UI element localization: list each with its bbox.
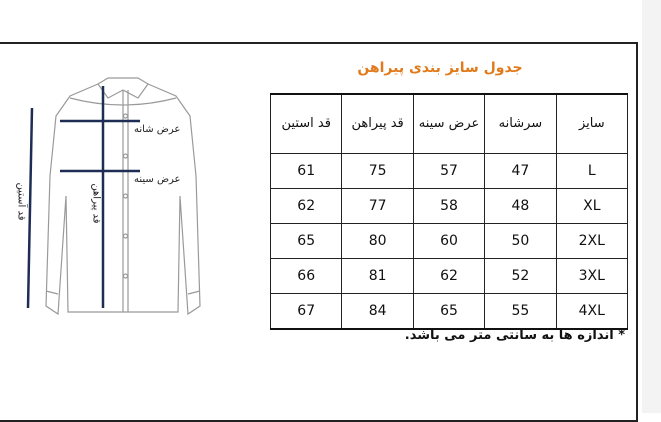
cell-chest: 60	[413, 224, 484, 259]
cell-length: 75	[342, 154, 413, 189]
cell-chest: 62	[413, 259, 484, 294]
cell-shoulder: 52	[485, 259, 556, 294]
cell-size: 3XL	[556, 259, 627, 294]
cell-sleeve: 66	[271, 259, 342, 294]
length-label: قد پیراهن	[90, 183, 102, 224]
table-row	[271, 224, 628, 259]
cell-chest: 57	[413, 154, 484, 189]
table-row	[271, 154, 628, 189]
cell-length: 84	[342, 294, 413, 330]
header-sleeve: قد استین	[271, 94, 342, 154]
cell-length: 77	[342, 189, 413, 224]
shoulder-label: عرض شانه	[134, 124, 181, 135]
chest-label: عرض سینه	[134, 174, 181, 185]
cell-size: L	[556, 154, 627, 189]
cell-sleeve: 67	[271, 294, 342, 330]
shirt-diagram	[10, 76, 245, 326]
cell-length: 81	[342, 259, 413, 294]
cell-size: XL	[556, 189, 627, 224]
table-row	[271, 294, 628, 330]
cell-chest: 58	[413, 189, 484, 224]
table-row	[271, 189, 628, 224]
cell-shoulder: 50	[485, 224, 556, 259]
cell-chest: 65	[413, 294, 484, 330]
header-shoulder: سرشانه	[485, 94, 556, 154]
header-length: قد پیراهن	[342, 94, 413, 154]
cell-shoulder: 47	[485, 154, 556, 189]
size-table	[270, 93, 628, 330]
header-chest: عرض سینه	[413, 94, 484, 154]
cell-sleeve: 61	[271, 154, 342, 189]
cell-sleeve: 65	[271, 224, 342, 259]
table-header-row	[271, 94, 628, 154]
chart-title: جدول سایز بندی پیراهن	[357, 60, 523, 76]
cell-size: 4XL	[556, 294, 627, 330]
table-row	[271, 259, 628, 294]
cell-shoulder: 55	[485, 294, 556, 330]
header-size: سایز	[556, 94, 627, 154]
cell-shoulder: 48	[485, 189, 556, 224]
cell-size: 2XL	[556, 224, 627, 259]
unit-note: * اندازه ها به سانتی متر می باشد.	[404, 328, 625, 343]
cell-length: 80	[342, 224, 413, 259]
page-edge	[642, 0, 661, 413]
cell-sleeve: 62	[271, 189, 342, 224]
sleeve-label: قد آستین	[15, 182, 27, 221]
